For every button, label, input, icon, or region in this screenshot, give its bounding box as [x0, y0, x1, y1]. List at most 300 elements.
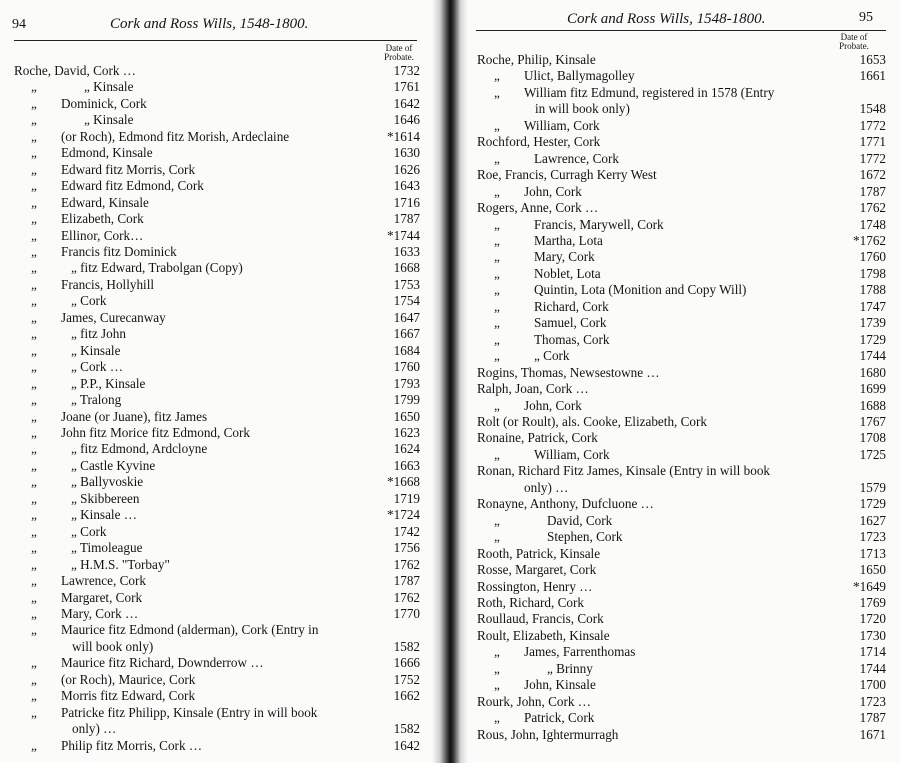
- entry-text: Roullaud, Francis, Cork: [477, 611, 604, 627]
- probate-year: 1653: [857, 52, 886, 68]
- probate-year: 1753: [391, 277, 420, 293]
- entry-text: Philip fitz Morris, Cork …: [61, 737, 203, 753]
- entry-text: Roth, Richard, Cork: [477, 594, 584, 610]
- running-title: Cork and Ross Wills, 1548-1800.: [567, 11, 766, 27]
- entry-row: [14, 79, 420, 95]
- entry-row: [14, 409, 420, 425]
- entry-row: [477, 118, 886, 134]
- ditto-mark: „: [494, 512, 500, 528]
- probate-year: 1787: [391, 573, 420, 589]
- probate-year: 1548: [857, 101, 886, 117]
- probate-year: 1760: [391, 359, 420, 375]
- ditto-mark: „: [31, 260, 37, 276]
- entry-row: [477, 167, 886, 183]
- probate-year: 1672: [857, 167, 886, 183]
- entry-text: „ Brinny: [547, 660, 593, 676]
- entry-text: Roult, Elizabeth, Kinsale: [477, 627, 610, 643]
- probate-year: 1744: [857, 348, 886, 364]
- entry-text: will book only): [72, 638, 154, 654]
- entry-row: [477, 430, 886, 446]
- entry-text: „ fitz Edward, Trabolgan (Copy): [71, 260, 243, 276]
- ditto-mark: „: [31, 359, 37, 375]
- entry-row: [477, 381, 886, 397]
- entry-row: [14, 376, 420, 392]
- entry-text: „ Kinsale: [84, 112, 134, 128]
- ditto-mark: „: [31, 293, 37, 309]
- probate-year: 1668: [391, 260, 420, 276]
- entry-text: James, Curecanway: [61, 309, 166, 325]
- entry-row: [14, 211, 420, 227]
- entry-row: [477, 546, 886, 562]
- entry-row: [477, 101, 886, 117]
- entry-row: [14, 458, 420, 474]
- probate-year: 1666: [391, 655, 420, 671]
- entry-text: „ Kinsale …: [71, 507, 137, 523]
- ditto-mark: „: [31, 540, 37, 556]
- date-of-probate-header: Date of Probate.: [839, 32, 869, 51]
- probate-year: 1671: [857, 727, 886, 743]
- entry-text: Rossington, Henry …: [477, 578, 593, 594]
- entry-row: [477, 727, 886, 743]
- entry-text: Ronan, Richard Fitz James, Kinsale (Entry in will book: [477, 463, 771, 479]
- ditto-mark: „: [494, 710, 500, 726]
- entry-row: [477, 694, 886, 710]
- entry-text: Richard, Cork: [534, 298, 609, 314]
- probate-year: 1772: [857, 118, 886, 134]
- entry-row: [14, 260, 420, 276]
- entry-text: Mary, Cork …: [61, 605, 139, 621]
- entry-text: John, Cork: [524, 183, 582, 199]
- entry-row: [477, 398, 886, 414]
- entry-row: [477, 52, 886, 68]
- running-title: Cork and Ross Wills, 1548-1800.: [110, 16, 309, 32]
- entry-row: [14, 228, 420, 244]
- probate-year: 1748: [857, 217, 886, 233]
- entry-row: [14, 244, 420, 260]
- probate-year: 1646: [391, 112, 420, 128]
- probate-year: 1667: [391, 326, 420, 342]
- probate-year: *1614: [384, 129, 420, 145]
- entry-row: [477, 332, 886, 348]
- entry-row: [14, 359, 420, 375]
- probate-year: 1761: [391, 79, 420, 95]
- ditto-mark: „: [31, 392, 37, 408]
- probate-year: 1700: [857, 677, 886, 693]
- entry-row: [477, 447, 886, 463]
- entry-row: [14, 277, 420, 293]
- ditto-mark: „: [31, 243, 37, 259]
- entry-text: John, Kinsale: [524, 677, 596, 693]
- entry-text: John, Cork: [524, 397, 582, 413]
- entry-row: [14, 112, 420, 128]
- ditto-mark: „: [31, 408, 37, 424]
- entry-text: „ Cork: [71, 523, 107, 539]
- entry-text: „ Cork …: [71, 359, 124, 375]
- entry-row: [14, 293, 420, 309]
- entry-text: Patrick, Cork: [524, 710, 595, 726]
- probate-year: 1760: [857, 249, 886, 265]
- entry-text: Ronayne, Anthony, Dufcluone …: [477, 496, 654, 512]
- probate-year: 1762: [391, 590, 420, 606]
- ditto-mark: „: [494, 117, 500, 133]
- entry-text: Maurice fitz Richard, Downderrow …: [61, 655, 264, 671]
- probate-year: 1661: [857, 68, 886, 84]
- ditto-mark: „: [31, 457, 37, 473]
- probate-year: 1647: [391, 310, 420, 326]
- entry-row: [477, 299, 886, 315]
- probate-year: 1787: [857, 184, 886, 200]
- probate-year: 1744: [857, 661, 886, 677]
- entry-row: [477, 348, 886, 364]
- entry-text: (or Roch), Edmond fitz Morish, Ardeclaine: [61, 128, 290, 144]
- probate-year: 1579: [857, 480, 886, 496]
- entry-row: [477, 496, 886, 512]
- ditto-mark: „: [31, 655, 37, 671]
- ditto-mark: „: [31, 342, 37, 358]
- entry-list: [477, 52, 886, 743]
- ditto-mark: „: [494, 331, 500, 347]
- ditto-mark: „: [31, 605, 37, 621]
- entry-row: [477, 282, 886, 298]
- entry-text: Francis, Hollyhill: [61, 276, 155, 292]
- probate-year: 1787: [857, 710, 886, 726]
- entry-text: Roche, David, Cork …: [14, 63, 136, 78]
- ditto-mark: „: [31, 79, 37, 95]
- entry-text: Samuel, Cork: [534, 315, 607, 331]
- probate-year: 1642: [391, 738, 420, 754]
- ditto-mark: „: [31, 211, 37, 227]
- entry-text: „ Kinsale: [71, 342, 121, 358]
- probate-year: 1714: [857, 644, 886, 660]
- probate-year: 1716: [391, 195, 420, 211]
- ditto-mark: „: [31, 145, 37, 161]
- probate-year: 1799: [391, 392, 420, 408]
- probate-year: 1582: [391, 639, 420, 655]
- ditto-mark: „: [494, 677, 500, 693]
- entry-text: Rous, John, Ightermurragh: [477, 726, 619, 742]
- entry-row: [14, 738, 420, 754]
- ditto-mark: „: [31, 441, 37, 457]
- entry-row: [477, 315, 886, 331]
- probate-year: 1729: [857, 332, 886, 348]
- ditto-mark: „: [31, 704, 37, 720]
- entry-row: [14, 326, 420, 342]
- probate-year: 1688: [857, 398, 886, 414]
- entry-row: [477, 661, 886, 677]
- page-number: 94: [12, 17, 26, 32]
- ditto-mark: „: [31, 622, 37, 638]
- entry-row: [14, 639, 420, 655]
- entry-text: Thomas, Cork: [534, 331, 610, 347]
- probate-year: 1719: [391, 491, 420, 507]
- entry-row: [477, 266, 886, 282]
- entry-text: Ellinor, Cork…: [61, 227, 144, 243]
- probate-year: 1752: [391, 672, 420, 688]
- entry-text: „ Skibbereen: [71, 490, 140, 506]
- probate-year: 1723: [857, 694, 886, 710]
- ditto-mark: „: [494, 298, 500, 314]
- entry-row: [14, 557, 420, 573]
- probate-year: *1724: [384, 507, 420, 523]
- entry-row: [477, 611, 886, 627]
- entry-text: Dominick, Cork: [61, 95, 147, 111]
- ditto-mark: „: [31, 227, 37, 243]
- entry-row: [14, 63, 420, 79]
- probate-year: 1723: [857, 529, 886, 545]
- entry-row: [14, 392, 420, 408]
- entry-row: [477, 134, 886, 150]
- entry-text: David, Cork: [547, 512, 613, 528]
- entry-row: [477, 644, 886, 660]
- ditto-mark: „: [494, 216, 500, 232]
- probate-year: 1788: [857, 282, 886, 298]
- probate-year: 1762: [391, 557, 420, 573]
- probate-year: 1713: [857, 546, 886, 562]
- entry-text: only) …: [72, 721, 117, 737]
- entry-text: Martha, Lota: [534, 232, 603, 248]
- entry-row: [477, 184, 886, 200]
- probate-year: 1720: [857, 611, 886, 627]
- probate-year: 1650: [857, 562, 886, 578]
- entry-row: [477, 628, 886, 644]
- probate-year: 1756: [391, 540, 420, 556]
- entry-text: Stephen, Cork: [547, 529, 623, 545]
- entry-row: [477, 579, 886, 595]
- ditto-mark: „: [494, 249, 500, 265]
- probate-year: 1699: [857, 381, 886, 397]
- entry-text: „ Tralong: [71, 392, 122, 408]
- entry-text: Lawrence, Cork: [534, 150, 619, 166]
- probate-year: 1762: [857, 200, 886, 216]
- entry-text: Francis fitz Dominick: [61, 243, 177, 259]
- ditto-mark: „: [31, 194, 37, 210]
- probate-year: 1787: [391, 211, 420, 227]
- ditto-mark: „: [31, 573, 37, 589]
- probate-year: 1643: [391, 178, 420, 194]
- ditto-mark: „: [31, 112, 37, 128]
- entry-row: [14, 129, 420, 145]
- entry-text: „ Cork: [71, 293, 107, 309]
- ditto-mark: „: [494, 150, 500, 166]
- ditto-mark: „: [494, 644, 500, 660]
- ditto-mark: „: [31, 688, 37, 704]
- page-header: [0, 6, 425, 30]
- probate-year: 1626: [391, 162, 420, 178]
- entry-text: Margaret, Cork: [61, 589, 143, 605]
- entry-text: Maurice fitz Edmond (alderman), Cork (Entry in: [61, 622, 319, 638]
- entry-row: [14, 310, 420, 326]
- entry-row: [477, 233, 886, 249]
- entry-text: Edmond, Kinsale: [61, 145, 153, 161]
- entry-text: Morris fitz Edward, Cork: [61, 688, 196, 704]
- ditto-mark: „: [494, 660, 500, 676]
- entry-row: [14, 606, 420, 622]
- entry-text: Joane (or Juane), fitz James: [61, 408, 208, 424]
- ditto-mark: „: [494, 348, 500, 364]
- header-rule: [14, 40, 417, 41]
- entry-text: William fitz Edmund, registered in 1578 (Entry: [524, 84, 775, 100]
- entry-row: [14, 441, 420, 457]
- entry-row: [477, 529, 886, 545]
- entry-text: William, Cork: [534, 446, 610, 462]
- entry-row: [477, 463, 886, 479]
- entry-text: Rogins, Thomas, Newsestowne …: [477, 364, 660, 380]
- ditto-mark: „: [31, 671, 37, 687]
- entry-text: Rolt (or Roult), als. Cooke, Elizabeth, Cork: [477, 413, 708, 429]
- page-number: 95: [859, 10, 873, 25]
- ditto-mark: „: [494, 232, 500, 248]
- ditto-mark: „: [31, 95, 37, 111]
- entry-text: (or Roch), Maurice, Cork: [61, 671, 196, 687]
- entry-row: [14, 162, 420, 178]
- ditto-mark: „: [494, 183, 500, 199]
- entry-text: „ Castle Kyvine: [71, 457, 156, 473]
- ditto-mark: „: [494, 265, 500, 281]
- entry-row: [14, 343, 420, 359]
- probate-year: 1747: [857, 299, 886, 315]
- probate-year: 1769: [857, 595, 886, 611]
- ditto-mark: „: [31, 161, 37, 177]
- probate-year: 1725: [857, 447, 886, 463]
- probate-year: 1642: [391, 96, 420, 112]
- entry-row: [477, 562, 886, 578]
- entry-row: [477, 151, 886, 167]
- entry-text: Rosse, Margaret, Cork: [477, 562, 597, 578]
- entry-row: [14, 540, 420, 556]
- entry-row: [477, 68, 886, 84]
- page-header: [462, 6, 887, 30]
- entry-row: [14, 655, 420, 671]
- entry-row: [14, 425, 420, 441]
- entry-row: [14, 590, 420, 606]
- entry-row: [14, 507, 420, 523]
- probate-year: 1663: [391, 458, 420, 474]
- entry-text: John fitz Morice fitz Edmond, Cork: [61, 424, 250, 440]
- entry-text: James, Farrenthomas: [524, 644, 636, 660]
- entry-text: Roe, Francis, Curragh Kerry West: [477, 167, 657, 183]
- entry-text: „ Cork: [534, 348, 570, 364]
- ditto-mark: „: [31, 737, 37, 753]
- entry-row: [477, 480, 886, 496]
- probate-year: 1633: [391, 244, 420, 260]
- ditto-mark: „: [494, 282, 500, 298]
- entry-text: „ Ballyvoskie: [71, 474, 144, 490]
- entry-row: [14, 96, 420, 112]
- probate-year: 1798: [857, 266, 886, 282]
- ditto-mark: „: [494, 529, 500, 545]
- entry-text: Rogers, Anne, Cork …: [477, 200, 599, 216]
- entry-text: Rourk, John, Cork …: [477, 693, 591, 709]
- entry-text: Quintin, Lota (Monition and Copy Will): [534, 282, 747, 298]
- entry-row: [477, 595, 886, 611]
- ditto-mark: „: [31, 523, 37, 539]
- probate-year: 1680: [857, 365, 886, 381]
- probate-year: 1770: [391, 606, 420, 622]
- ditto-mark: „: [494, 68, 500, 84]
- entry-text: „ Timoleague: [71, 540, 143, 556]
- entry-text: Ralph, Joan, Cork …: [477, 381, 589, 397]
- probate-year: 1630: [391, 145, 420, 161]
- ditto-mark: „: [31, 326, 37, 342]
- probate-year: *1649: [850, 579, 886, 595]
- entry-list: [14, 63, 420, 754]
- entry-text: Mary, Cork: [534, 249, 595, 265]
- probate-year: *1744: [384, 228, 420, 244]
- entry-text: „ fitz John: [71, 326, 126, 342]
- entry-row: [477, 677, 886, 693]
- header-rule: [476, 30, 886, 31]
- entry-text: Francis, Marywell, Cork: [534, 216, 664, 232]
- ditto-mark: „: [494, 446, 500, 462]
- ditto-mark: „: [31, 128, 37, 144]
- probate-year: *1668: [384, 474, 420, 490]
- entry-text: Patricke fitz Philipp, Kinsale (Entry in will book: [61, 704, 318, 720]
- entry-text: only) …: [524, 479, 569, 495]
- entry-row: [477, 217, 886, 233]
- ditto-mark: „: [31, 424, 37, 440]
- entry-row: [14, 622, 420, 638]
- ditto-mark: „: [494, 397, 500, 413]
- entry-row: [14, 145, 420, 161]
- probate-year: 1624: [391, 441, 420, 457]
- probate-year: 1684: [391, 343, 420, 359]
- probate-year: 1754: [391, 293, 420, 309]
- probate-year: 1662: [391, 688, 420, 704]
- probate-year: 1627: [857, 513, 886, 529]
- probate-year: 1650: [391, 409, 420, 425]
- entry-row: [477, 200, 886, 216]
- ditto-mark: „: [31, 507, 37, 523]
- entry-text: „ fitz Edmond, Ardcloyne: [71, 441, 208, 457]
- entry-row: [14, 721, 420, 737]
- entry-text: Edward fitz Edmond, Cork: [61, 178, 204, 194]
- right-page: [462, 0, 900, 763]
- entry-row: [14, 573, 420, 589]
- ditto-mark: „: [31, 589, 37, 605]
- ditto-mark: „: [31, 276, 37, 292]
- entry-text: in will book only): [535, 101, 630, 117]
- entry-text: „ Kinsale: [84, 79, 134, 95]
- ditto-mark: „: [31, 490, 37, 506]
- ditto-mark: „: [494, 84, 500, 100]
- probate-year: 1742: [391, 524, 420, 540]
- entry-row: [477, 85, 886, 101]
- entry-row: [477, 414, 886, 430]
- entry-text: Noblet, Lota: [534, 265, 601, 281]
- date-of-probate-header: Date of Probate.: [384, 43, 414, 62]
- entry-row: [14, 688, 420, 704]
- entry-text: William, Cork: [524, 117, 600, 133]
- entry-text: Rooth, Patrick, Kinsale: [477, 545, 601, 561]
- entry-text: Ronaine, Patrick, Cork: [477, 430, 598, 446]
- probate-year: 1793: [391, 376, 420, 392]
- entry-text: „ H.M.S. "Torbay": [71, 556, 170, 572]
- entry-text: Lawrence, Cork: [61, 573, 146, 589]
- entry-row: [477, 710, 886, 726]
- entry-row: [14, 474, 420, 490]
- ditto-mark: „: [494, 315, 500, 331]
- ditto-mark: „: [31, 474, 37, 490]
- probate-year: 1772: [857, 151, 886, 167]
- ditto-mark: „: [31, 556, 37, 572]
- probate-year: 1732: [391, 63, 420, 79]
- probate-year: 1739: [857, 315, 886, 331]
- left-page: [0, 0, 438, 763]
- probate-year: 1729: [857, 496, 886, 512]
- entry-text: Ulict, Ballymagolley: [524, 68, 635, 84]
- probate-year: 1708: [857, 430, 886, 446]
- probate-year: 1582: [391, 721, 420, 737]
